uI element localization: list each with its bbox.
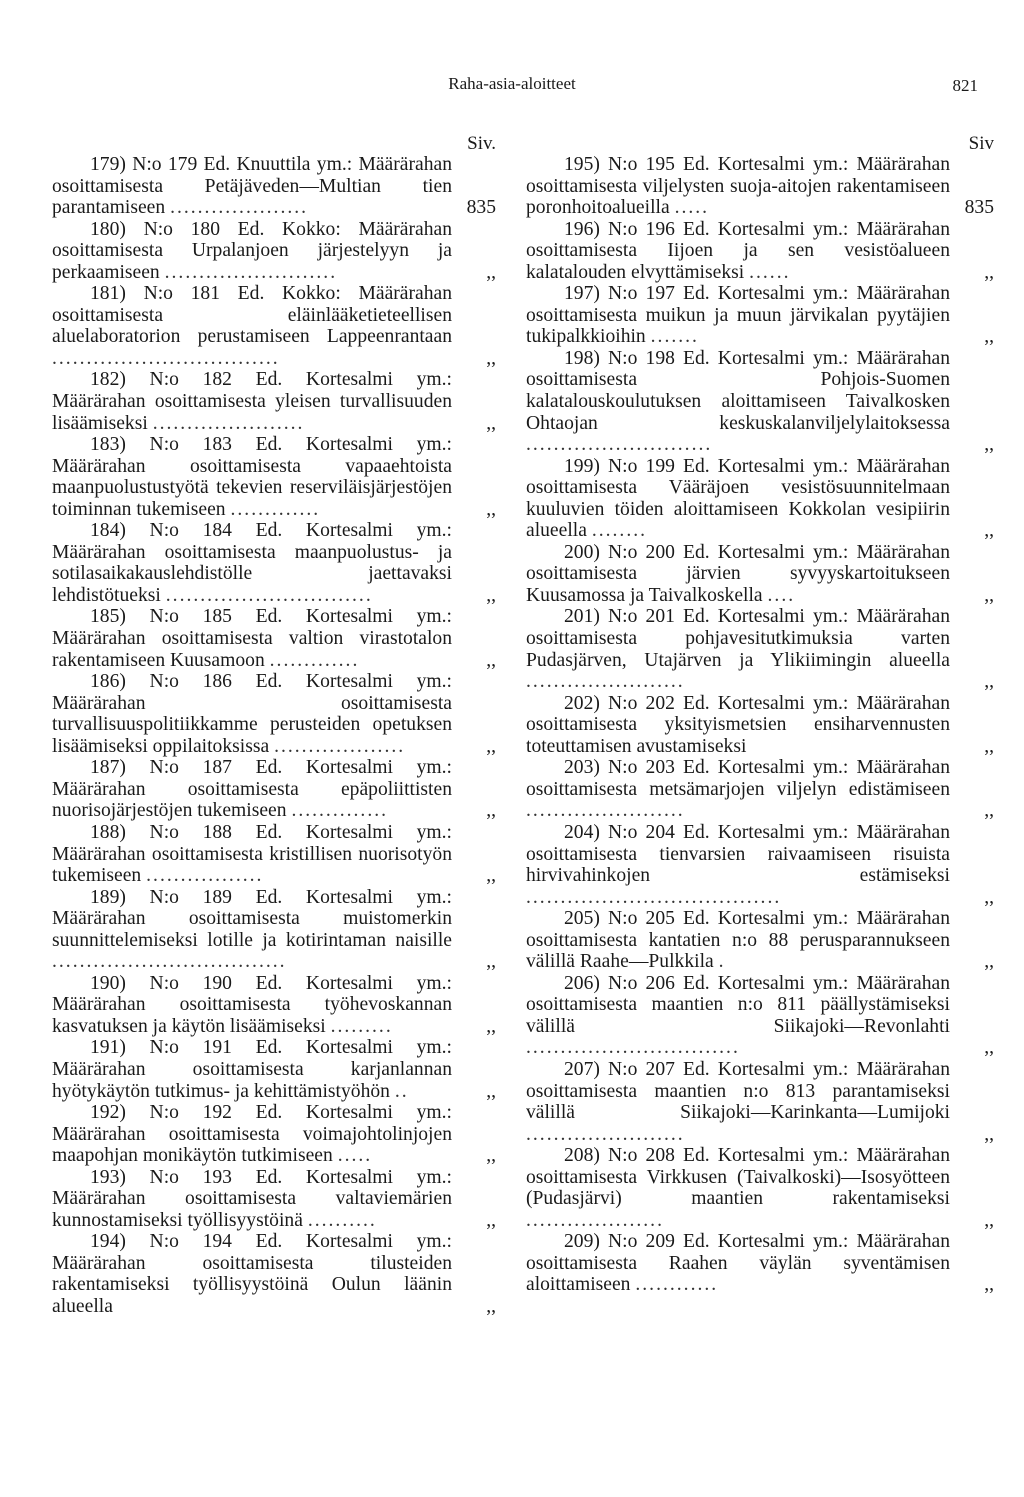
- index-entry: [526, 219, 994, 284]
- entry-text: 204) N:o 204 Ed. Kortesalmi ym.: Määrärahan osoittamisesta tienvarsien raivaamiseen risuista hirvivahinkojen estämiseksi: [526, 821, 950, 887]
- page-reference: 835: [964, 197, 994, 219]
- entry-text: 179) N:o 179 Ed. Knuuttila ym.: Määrärahan osoittamisesta Petäjäveden—Multian tien parantamiseen: [52, 154, 452, 219]
- dot-leader: .......: [650, 326, 699, 348]
- entry-text: 209) N:o 209 Ed. Kortesalmi ym.: Määrärahan osoittamisesta Raahen väylän syventämisen aloittamiseen: [526, 1231, 950, 1296]
- entry-text: 181) N:o 181 Ed. Kokko: Määrärahan osoittamisesta eläinlääketieteellisen aluelaboratorion perustamiseen Lappeenrantaan: [52, 283, 452, 348]
- entry-text: 202) N:o 202 Ed. Kortesalmi ym.: Määrärahan osoittamisesta yksityismetsien ensiharvennusten toteuttamisen avustamiseksi: [526, 692, 950, 757]
- dot-leader: ..........: [307, 1209, 377, 1231]
- dot-leader: .................: [146, 865, 264, 887]
- entry-text: 182) N:o 182 Ed. Kortesalmi ym.: Määrärahan osoittamisesta yleisen turvallisuuden lisäämiseksi: [52, 369, 452, 434]
- index-entry: [526, 1059, 994, 1145]
- index-entry: [52, 757, 496, 822]
- dot-leader: ..: [394, 1080, 409, 1102]
- page-reference: ,,: [486, 649, 496, 671]
- entry-text: 191) N:o 191 Ed. Kortesalmi ym.: Määrärahan osoittamisesta karjanlannan hyötykäytön tutkimus- ja kehittämistyöhön: [52, 1037, 452, 1102]
- dot-leader: ............: [635, 1274, 719, 1296]
- dot-leader: .........................: [164, 261, 338, 283]
- dot-leader: ..............................: [165, 584, 373, 606]
- page-reference: ,,: [984, 1123, 994, 1145]
- entry-text: 207) N:o 207 Ed. Kortesalmi ym.: Määrärahan osoittamisesta maantien n:o 813 parantamiseksi välillä Siikajoki—Karinkanta—Lumijoki: [526, 1058, 950, 1124]
- running-title: Raha-asia-aloitteet: [448, 74, 576, 93]
- dot-leader: .........: [330, 1015, 393, 1037]
- index-entry: [526, 283, 994, 348]
- page-ref-heading: Siv: [968, 133, 994, 154]
- index-entry: [52, 520, 496, 606]
- page-reference: ,,: [984, 1274, 994, 1296]
- page-reference: ,,: [984, 951, 994, 973]
- index-entry: [526, 1231, 994, 1296]
- entry-text: 193) N:o 193 Ed. Kortesalmi ym.: Määrärahan osoittamisesta valtaviemärien kunnostamiseksi työllisyystöinä: [52, 1166, 452, 1231]
- entry-text: 203) N:o 203 Ed. Kortesalmi ym.: Määrärahan osoittamisesta metsämarjojen viljelyn edistämiseen: [526, 757, 950, 800]
- page-reference: ,,: [486, 951, 496, 973]
- entry-text: 190) N:o 190 Ed. Kortesalmi ym.: Määrärahan osoittamisesta työhevoskannan kasvatuksen ja käytön lisäämiseksi: [52, 972, 452, 1037]
- entry-text: 201) N:o 201 Ed. Kortesalmi ym.: Määrärahan osoittamisesta pohjavesitutkimuksia varten Pudasjärven, Utajärven ja Ylikiimingin alueella: [526, 606, 950, 671]
- index-entry: [52, 1102, 496, 1167]
- dot-leader: .: [718, 951, 726, 973]
- index-entry: [526, 757, 994, 822]
- dot-leader: ..............: [291, 800, 389, 822]
- entry-text: 186) N:o 186 Ed. Kortesalmi ym.: Määrärahan osoittamisesta turvallisuuspolitiikkamme perusteiden opetuksen lisäämiseksi oppilaitoksissa: [52, 671, 452, 757]
- page-number: 821: [952, 76, 978, 95]
- entry-text: 184) N:o 184 Ed. Kortesalmi ym.: Määrärahan osoittamisesta maanpuolustus- ja sotilasaikakauslehdistölle jaettavaksi lehdistötueksi: [52, 520, 452, 606]
- index-entry: [52, 434, 496, 520]
- page-reference: ,,: [984, 1209, 994, 1231]
- index-entry: [526, 542, 994, 607]
- index-entry: [52, 887, 496, 973]
- index-entry: [52, 822, 496, 887]
- page-reference: ,,: [486, 412, 496, 434]
- dot-leader: ...........................: [526, 434, 713, 456]
- index-entry: [526, 154, 994, 219]
- dot-leader: ..................................: [52, 951, 287, 973]
- entry-text: 198) N:o 198 Ed. Kortesalmi ym.: Määrärahan osoittamisesta Pohjois-Suomen kalatalouskoulutuksen aloittamiseen Taivalkosken Ohtaojan keskuskalanviljelylaitoksessa: [526, 347, 950, 434]
- page-reference: ,,: [984, 886, 994, 908]
- dot-leader: ......: [749, 261, 791, 283]
- index-entry: [52, 1167, 496, 1232]
- dot-leader: ....: [767, 584, 796, 606]
- page-reference: ,,: [984, 261, 994, 283]
- entry-text: 196) N:o 196 Ed. Kortesalmi ym.: Määrärahan osoittamisesta Iijoen ja sen vesistöalueen kalatalouden elvyttämiseksi: [526, 218, 950, 283]
- page-reference: ,,: [486, 584, 496, 606]
- entry-text: 208) N:o 208 Ed. Kortesalmi ym.: Määrärahan osoittamisesta Virkkusen (Taivalkoski)—Isosyötteen (Pudasjärvi) maantien rakentamiseksi: [526, 1145, 950, 1210]
- index-entry: [52, 606, 496, 671]
- dot-leader: .............: [230, 498, 321, 520]
- index-entry: [52, 1231, 496, 1317]
- dot-leader: ........: [591, 520, 648, 542]
- dot-leader: .......................: [526, 800, 685, 822]
- index-entry: [526, 908, 994, 973]
- entry-text: 194) N:o 194 Ed. Kortesalmi ym.: Määrärahan osoittamisesta tilusteiden rakentamiseksi työllisyystöinä Oulun läänin alueella: [52, 1231, 452, 1317]
- page-reference: ,,: [486, 1295, 496, 1317]
- dot-leader: .....: [674, 197, 710, 219]
- entry-text: 195) N:o 195 Ed. Kortesalmi ym.: Määrärahan osoittamisesta viljelysten suoja-aitojen rakentamiseen poronhoitoalueilla: [526, 154, 950, 219]
- entry-text: 189) N:o 189 Ed. Kortesalmi ym.: Määrärahan osoittamisesta muistomerkin suunnittelemiseksi lotille ja kotirintaman naisille: [52, 886, 452, 951]
- page-reference: ,,: [486, 498, 496, 520]
- page-reference: ,,: [984, 326, 994, 348]
- entry-text: 205) N:o 205 Ed. Kortesalmi ym.: Määrärahan osoittamisesta kantatien n:o 88 perusparannukseen välillä Raahe—Pulkkila: [526, 908, 950, 973]
- page-reference: ,,: [984, 434, 994, 456]
- page-reference: ,,: [984, 584, 994, 606]
- page-reference: ,,: [486, 1209, 496, 1231]
- entry-text: 187) N:o 187 Ed. Kortesalmi ym.: Määrärahan osoittamisesta epäpoliittisten nuorisojärjestöjen tukemiseen: [52, 757, 452, 822]
- page-reference: ,,: [984, 735, 994, 757]
- index-entry: [52, 1037, 496, 1102]
- entry-list: [52, 140, 496, 1318]
- right-column: [526, 133, 994, 1296]
- dot-leader: .....: [337, 1145, 373, 1167]
- page-reference: ,,: [486, 1080, 496, 1102]
- entry-text: 206) N:o 206 Ed. Kortesalmi ym.: Määrärahan osoittamisesta maantien n:o 811 päällystämiseksi välillä Siikajoki—Revonlahti: [526, 972, 950, 1037]
- dot-leader: .......................: [526, 1123, 685, 1145]
- index-entry: [52, 671, 496, 757]
- page-reference: ,,: [984, 520, 994, 542]
- dot-leader: ......................: [152, 412, 305, 434]
- page-reference: ,,: [486, 735, 496, 757]
- dot-leader: ....................: [526, 1209, 664, 1231]
- index-entry: [526, 456, 994, 542]
- index-entry: [526, 822, 994, 908]
- dot-leader: ...............................: [526, 1037, 740, 1059]
- index-entry: [52, 973, 496, 1038]
- page-reference: ,,: [486, 1145, 496, 1167]
- entry-text: 180) N:o 180 Ed. Kokko: Määrärahan osoittamisesta Urpalanjoen järjestelyyn ja perkaamiseen: [52, 218, 452, 283]
- index-entry: [52, 219, 496, 284]
- entry-text: 200) N:o 200 Ed. Kortesalmi ym.: Määrärahan osoittamisesta järvien syvyyskartoitukseen Kuusamossa ja Taivalkoskella: [526, 541, 950, 606]
- dot-leader: .............: [269, 649, 360, 671]
- index-entry: [52, 283, 496, 369]
- page-reference: ,,: [486, 865, 496, 887]
- left-column: [52, 133, 496, 1318]
- entry-text: 188) N:o 188 Ed. Kortesalmi ym.: Määrärahan osoittamisesta kristillisen nuorisotyön tukemiseen: [52, 821, 452, 887]
- index-entry: [52, 369, 496, 434]
- dot-leader: .....................................: [526, 886, 782, 908]
- entry-text: 185) N:o 185 Ed. Kortesalmi ym.: Määrärahan osoittamisesta valtion virastotalon rakentamiseen Kuusamoon: [52, 606, 452, 671]
- page-reference: ,,: [486, 261, 496, 283]
- dot-leader: .................................: [52, 347, 280, 369]
- entry-text: 199) N:o 199 Ed. Kortesalmi ym.: Määrärahan osoittamisesta Vääräjoen vesistösuunnitelmaan kuuluvien töiden aloittamiseen Kokkolan vesipiirin alueella: [526, 455, 950, 542]
- page-reference: ,,: [984, 1037, 994, 1059]
- page-reference: ,,: [984, 671, 994, 693]
- page-reference: ,,: [486, 1015, 496, 1037]
- entry-text: 183) N:o 183 Ed. Kortesalmi ym.: Määrärahan osoittamisesta vapaaehtoista maanpuolustustyötä tekevien reserviläisjärjestöjen toiminnan tukemiseen: [52, 434, 452, 520]
- index-entry: [526, 693, 994, 758]
- dot-leader: ....................: [170, 197, 309, 219]
- page-reference: ,,: [486, 800, 496, 822]
- entry-list: [526, 140, 994, 1296]
- entry-text: 197) N:o 197 Ed. Kortesalmi ym.: Määrärahan osoittamisesta muikun ja muun järvikalan pyytäjien tukipalkkioihin: [526, 283, 950, 348]
- dot-leader: .......................: [526, 671, 685, 693]
- index-entry: [526, 348, 994, 456]
- entry-text: 192) N:o 192 Ed. Kortesalmi ym.: Määrärahan osoittamisesta voimajohtolinjojen maapohjan monikäytön tutkimiseen: [52, 1102, 452, 1167]
- index-entry: [526, 606, 994, 692]
- index-entry: [52, 154, 496, 219]
- page-reference: ,,: [486, 347, 496, 369]
- page-ref-heading: Siv.: [467, 133, 496, 154]
- page-reference: 835: [466, 197, 496, 219]
- page-reference: ,,: [984, 800, 994, 822]
- dot-leader: ...................: [274, 735, 406, 757]
- index-entry: [526, 1145, 994, 1231]
- index-entry: [526, 973, 994, 1059]
